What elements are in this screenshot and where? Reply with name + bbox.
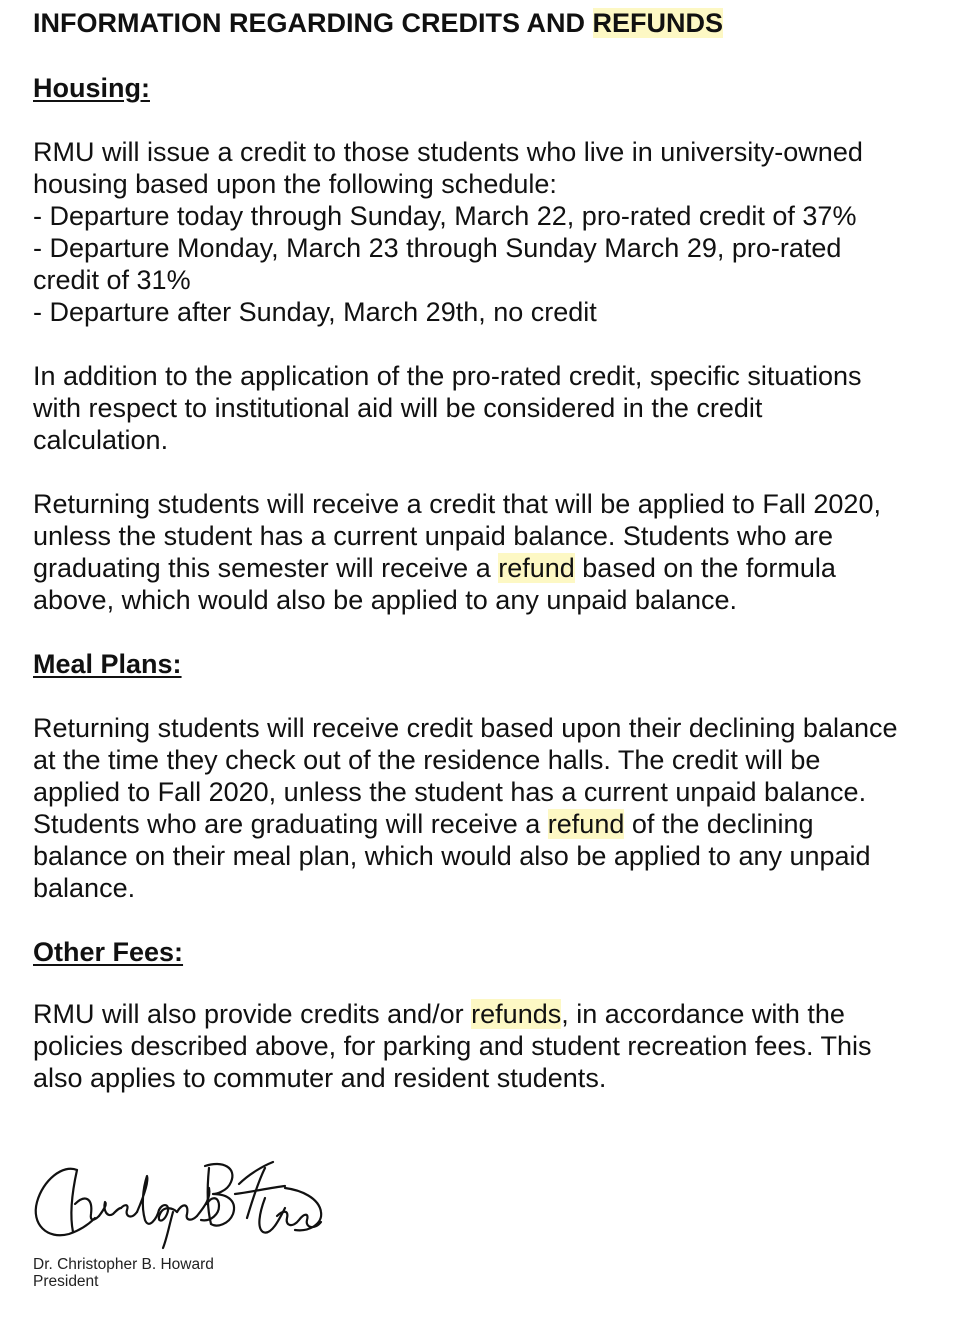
signer-name: Dr. Christopher B. Howard (33, 1256, 214, 1273)
other-fees-text: RMU will also provide credits and/or (33, 999, 472, 1029)
other-fees-paragraph (33, 998, 872, 1094)
housing-returning-line: unless the student has a current unpaid balance. Students who are (33, 521, 834, 551)
title-text: INFORMATION REGARDING CREDITS AND (33, 8, 593, 38)
meal-plans-paragraph (33, 712, 898, 904)
housing-returning-line: above, which would also be applied to any unpaid balance. (33, 585, 738, 615)
other-fees-text: , in accordance with the (561, 999, 845, 1029)
housing-returning-paragraph (33, 488, 881, 616)
other-fees-line: policies described above, for parking and student recreation fees. This (33, 1031, 872, 1061)
meal-plans-line: Returning students will receive credit based upon their declining balance (33, 713, 898, 743)
meal-plans-heading: Meal Plans: (33, 649, 182, 679)
housing-intro-line: housing based upon the following schedule: (33, 169, 557, 199)
housing-schedule-item: - Departure Monday, March 23 through Sunday March 29, pro-rated (33, 233, 842, 263)
housing-aid-paragraph (33, 360, 861, 456)
other-fees-line (33, 998, 872, 1030)
meal-plans-line: at the time they check out of the residence halls. The credit will be (33, 745, 821, 775)
meal-plans-line (33, 808, 898, 840)
meal-plans-text: of the declining (624, 809, 814, 839)
document-title (33, 4, 723, 42)
refund-highlight: refund (498, 553, 575, 583)
housing-aid-line: In addition to the application of the pro-rated credit, specific situations (33, 361, 862, 391)
housing-returning-line (33, 552, 881, 584)
meal-plans-line: balance. (33, 873, 136, 903)
other-fees-line: also applies to commuter and resident students. (33, 1063, 607, 1093)
signature-image (33, 1158, 323, 1254)
housing-schedule-item: credit of 31% (33, 265, 191, 295)
housing-schedule-paragraph (33, 136, 863, 328)
housing-intro-line: RMU will issue a credit to those students who live in university-owned (33, 137, 863, 167)
signer-block (33, 1256, 214, 1290)
title-highlight: REFUNDS (592, 8, 724, 38)
refund-highlight: refund (547, 809, 625, 839)
meal-plans-text: Students who are graduating will receive a (33, 809, 548, 839)
housing-aid-line: calculation. (33, 425, 169, 455)
refunds-highlight: refunds (471, 999, 562, 1029)
meal-plans-line: applied to Fall 2020, unless the student has a current unpaid balance. (33, 777, 867, 807)
housing-aid-line: with respect to institutional aid will be considered in the credit (33, 393, 763, 423)
meal-plans-line: balance on their meal plan, which would also be applied to any unpaid (33, 841, 871, 871)
housing-schedule-item: - Departure today through Sunday, March 22, pro-rated credit of 37% (33, 201, 857, 231)
housing-returning-text: graduating this semester will receive a (33, 553, 499, 583)
signer-title: President (33, 1273, 99, 1290)
housing-returning-text: based on the formula (574, 553, 836, 583)
other-fees-heading: Other Fees: (33, 937, 184, 967)
housing-heading: Housing: (33, 73, 150, 103)
housing-returning-line: Returning students will receive a credit that will be applied to Fall 2020, (33, 489, 881, 519)
housing-schedule-item: - Departure after Sunday, March 29th, no credit (33, 297, 597, 327)
